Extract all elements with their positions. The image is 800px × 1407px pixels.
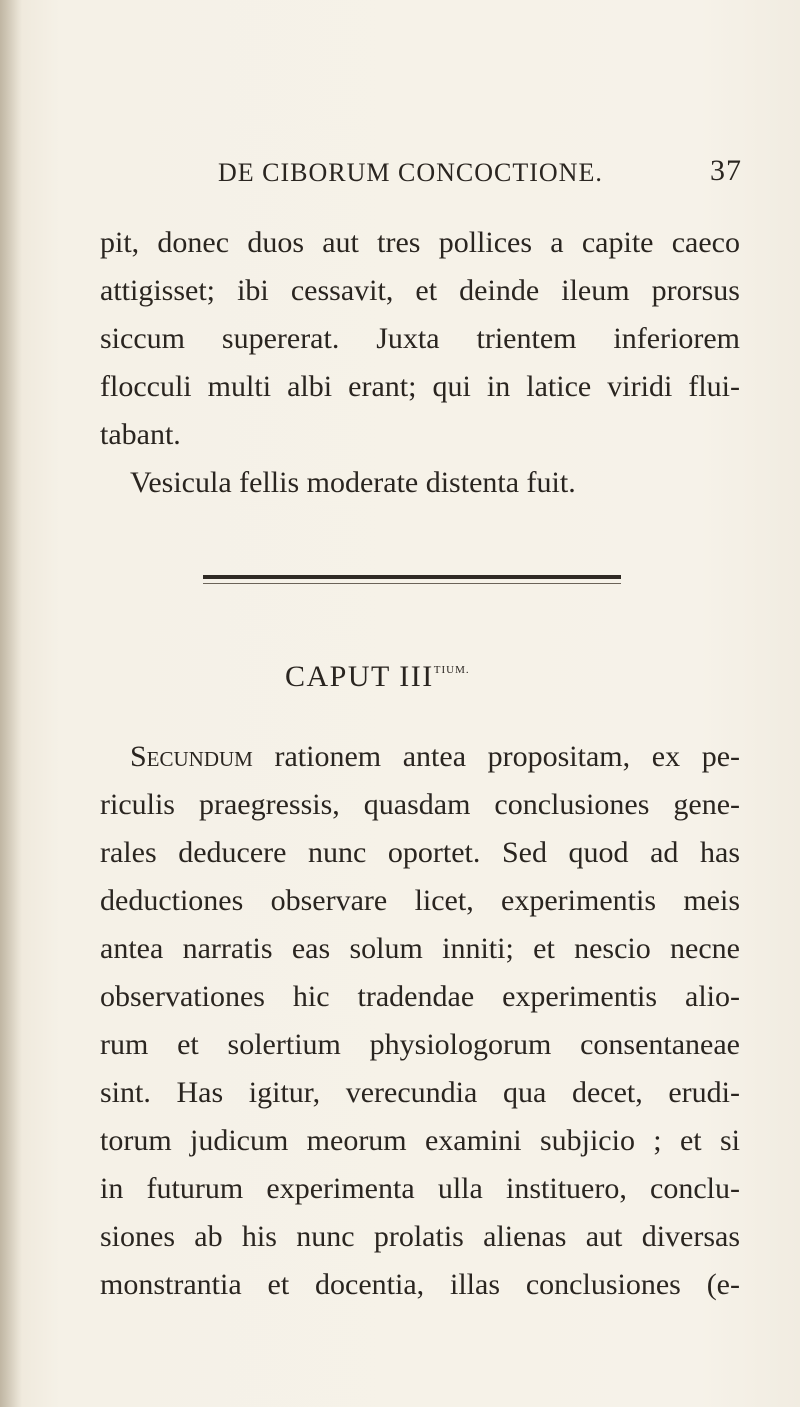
text-line: torum judicum meorum examini subjicio ; et si bbox=[100, 1124, 740, 1157]
text-line: pit, donec duos aut tres pollices a capite caeco bbox=[100, 226, 740, 259]
text-line: monstrantia et docentia, illas conclusiones (e- bbox=[100, 1268, 740, 1301]
running-title: DE CIBORUM CONCOCTIONE. bbox=[218, 158, 603, 187]
page-number: 37 bbox=[710, 154, 742, 187]
drop-word: Secundum bbox=[130, 740, 253, 773]
text-line: attigisset; ibi cessavit, et deinde ileum prorsus bbox=[100, 274, 740, 307]
text-line: siccum supererat. Juxta trientem inferiorem bbox=[100, 322, 740, 355]
section-divider-thin bbox=[203, 583, 621, 584]
text-line-first bbox=[130, 742, 740, 772]
text-line: rum et solertium physiologorum consentaneae bbox=[100, 1028, 740, 1061]
gutter-shadow bbox=[0, 0, 22, 1407]
text-line: tabant. bbox=[100, 418, 181, 451]
text-line: riculis praegressis, quasdam conclusiones gene- bbox=[100, 788, 740, 821]
chapter-title: CAPUT III bbox=[285, 660, 434, 693]
text-line: observationes hic tradendae experimentis alio- bbox=[100, 980, 740, 1013]
chapter-heading bbox=[285, 660, 470, 694]
text-fragment: rationem antea propositam, ex pe- bbox=[252, 740, 740, 773]
section-divider bbox=[203, 575, 621, 579]
text-line: Vesicula fellis moderate distenta fuit. bbox=[130, 466, 576, 499]
text-line: sint. Has igitur, verecundia qua decet, erudi- bbox=[100, 1076, 740, 1109]
text-line: deductiones observare licet, experimentis meis bbox=[100, 884, 740, 917]
text-line: in futurum experimenta ulla instituero, conclu- bbox=[100, 1172, 740, 1205]
text-line: rales deducere nunc oportet. Sed quod ad has bbox=[100, 836, 740, 869]
text-line: flocculi multi albi erant; qui in latice viridi flui- bbox=[100, 370, 740, 403]
text-line: antea narratis eas solum inniti; et nescio necne bbox=[100, 932, 740, 965]
chapter-ordinal-suffix: TIUM. bbox=[433, 664, 470, 676]
text-line: siones ab his nunc prolatis alienas aut diversas bbox=[100, 1220, 740, 1253]
